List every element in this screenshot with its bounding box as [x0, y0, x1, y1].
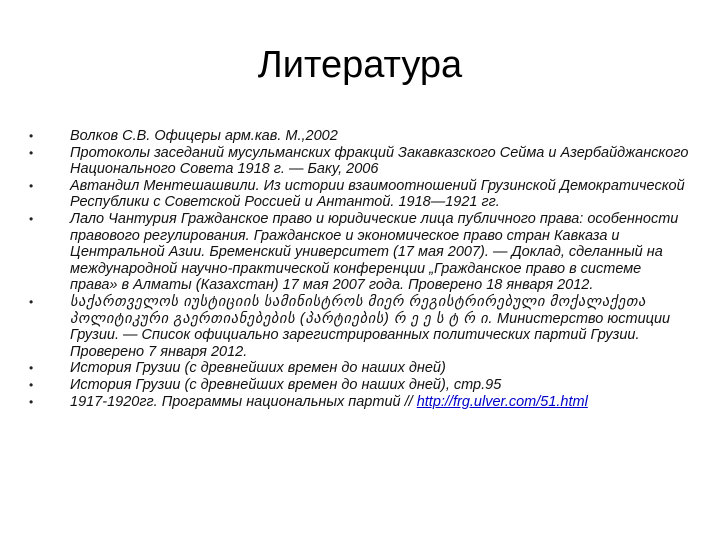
reference-text: Протоколы заседаний мусульманских фракций Закавказского Сейма и Азербайджанского Национального Совета 1918 г. — Баку, 2006: [70, 144, 689, 178]
reference-text: Министерство юстиции Грузии. — Список официально зарегистрированных политических партий Грузии. Проверено 7 января 2012.: [70, 310, 671, 360]
list-item: [26, 394, 690, 411]
list-item: [26, 145, 690, 178]
bullet-icon: •: [29, 294, 34, 309]
slide-title: Литература: [257, 44, 463, 86]
reference-text: Автандил Ментешашвили. Из истории взаимоотношений Грузинской Демократической Республики с Советской Россией и Антантой. 1918—1921 гг.: [70, 177, 685, 211]
bullet-icon: •: [29, 178, 34, 193]
list-item: [26, 178, 690, 211]
bullet-icon: •: [29, 377, 34, 392]
georgian-title: საქართველოს იუსტიციის სამინისტროს მიერ რეგისტრირებული მოქალაქეთა პოლიტიკური გაერთიანებების (პარტიების) რ ე ე ს ტ რ ი.: [70, 293, 647, 327]
reference-text: История Грузии (с древнейших времен до наших дней): [70, 360, 446, 377]
list-item: [26, 211, 690, 294]
reference-link[interactable]: http://frg.ulver.com/51.html: [416, 393, 588, 410]
bibliography-list: [26, 128, 690, 410]
list-item: [26, 128, 690, 145]
bullet-icon: •: [29, 361, 34, 376]
reference-text: Лало Чантурия Гражданское право и юридические лица публичного права: особенности правового регулирования. Гражданское и экономическое право стран Кавказа и Центральной Азии. Бременский университет (17 мая 2007). — Доклад, сделанный на международной научно-практической конференции „Гражданское право в системе права» в Алматы (Казахстан) 17 мая 2007 года. Проверено 18 января 2012.: [70, 210, 679, 294]
bullet-icon: •: [29, 145, 34, 160]
list-item: [26, 377, 690, 394]
bullet-icon: •: [29, 129, 34, 143]
reference-text: История Грузии (с древнейших времен до наших дней), стр.95: [70, 376, 502, 393]
reference-text: Волков С.В. Офицеры арм.кав. М.,2002: [70, 128, 338, 144]
bullet-icon: •: [29, 211, 34, 226]
list-item: [26, 360, 690, 377]
list-item: [26, 294, 690, 360]
bullet-icon: •: [29, 394, 34, 409]
reference-text: 1917-1920гг. Программы национальных партий //: [70, 393, 417, 410]
